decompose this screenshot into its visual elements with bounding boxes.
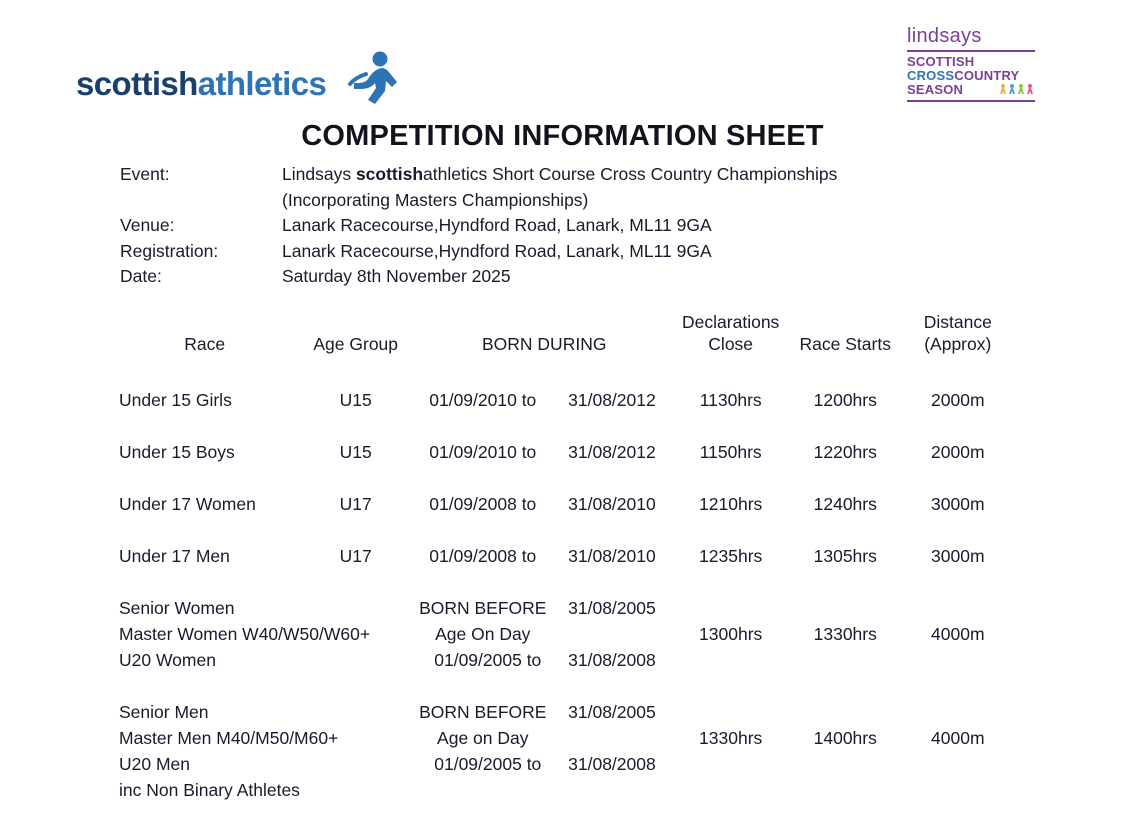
group-men-race-line-2: Master Men M40/M50/M60+ — [119, 728, 339, 748]
scottishathletics-wordmark — [76, 64, 327, 102]
row-born-from: 01/09/2010 to — [429, 442, 537, 462]
group-men-declarations — [673, 699, 788, 803]
race-schedule-table — [113, 310, 1013, 803]
row-race-name: Under 15 Boys — [119, 442, 235, 462]
spacer-cell — [113, 465, 1013, 491]
group-women-start — [788, 595, 903, 673]
row-distance: 2000m — [931, 442, 985, 462]
group-women-race-line-2: Master Women W40/W50/W60+ — [119, 624, 371, 644]
row-start: 1200hrs — [813, 390, 877, 410]
group-women-born-to-line-1: 31/08/2005 — [568, 598, 656, 618]
row-born-from: 01/09/2010 to — [429, 390, 537, 410]
header-race: Race — [184, 334, 226, 354]
group-men-distance-value: 4000m — [931, 728, 985, 748]
row-distance: 3000m — [931, 494, 985, 514]
spacer-row — [113, 673, 1013, 699]
group-women-born-to-lines — [550, 595, 673, 673]
event-value-bold: scottish — [355, 164, 424, 184]
row-declarations: 1130hrs — [699, 390, 762, 410]
row-age-group: U17 — [339, 546, 372, 566]
group-men-race-line-3: U20 Men — [119, 754, 191, 774]
header-distance-line1: Distance — [923, 312, 992, 332]
table-row — [113, 491, 1013, 517]
registration-row — [120, 239, 837, 265]
group-men-race-line-4: inc Non Binary Athletes — [119, 780, 300, 800]
group-men-born-to-line-3: 31/08/2008 — [568, 754, 656, 774]
table-header-row — [113, 310, 1013, 361]
spacer-row — [113, 517, 1013, 543]
row-born-to: 31/08/2012 — [568, 442, 656, 462]
row-age-group: U15 — [339, 442, 372, 462]
event-subtitle: (Incorporating Masters Championships) — [282, 189, 589, 210]
header-distance — [903, 310, 1013, 361]
group-women-distance-value: 4000m — [931, 624, 985, 644]
row-race-name: Under 15 Girls — [119, 390, 232, 410]
group-men-born-to-lines — [550, 699, 673, 803]
group-women-born-to-line-2 — [550, 621, 673, 647]
group-women-born-line-3: 01/09/2005 to — [434, 650, 542, 670]
group-women-born-lines — [415, 595, 550, 673]
header-born-during: BORN DURING — [482, 334, 607, 354]
group-women-start-value: 1330hrs — [813, 624, 877, 644]
venue-value: Lanark Racecourse,Hyndford Road, Lanark, ML11 9GA — [282, 215, 712, 235]
row-start: 1240hrs — [813, 494, 877, 514]
lindsays-logo-box — [907, 50, 1035, 102]
event-label: Event: — [120, 164, 170, 184]
event-details — [120, 162, 837, 290]
group-men-born-line-1: BORN BEFORE — [419, 702, 547, 722]
page-title: COMPETITION INFORMATION SHEET — [301, 120, 824, 152]
spacer-cell — [113, 673, 1013, 699]
spacer-cell — [113, 517, 1013, 543]
row-race-name: Under 17 Women — [119, 494, 256, 514]
row-race-name: Under 17 Men — [119, 546, 230, 566]
row-born-from: 01/09/2008 to — [429, 546, 537, 566]
row-distance: 3000m — [931, 546, 985, 566]
table-row-group-women — [113, 595, 1013, 673]
lindsays-line-season: SEASON — [907, 81, 964, 97]
table-row — [113, 387, 1013, 413]
group-women-born-to-line-3: 31/08/2008 — [568, 650, 656, 670]
group-women-born-line-1: BORN BEFORE — [419, 598, 547, 618]
group-women-race-names — [113, 595, 415, 673]
row-born-from: 01/09/2008 to — [429, 494, 537, 514]
lindsays-line-scottish: SCOTTISH — [907, 54, 975, 69]
lindsays-line-crosscountry — [907, 69, 1035, 83]
row-declarations: 1210hrs — [699, 494, 763, 514]
table-row — [113, 439, 1013, 465]
header-declarations-line1: Declarations — [682, 312, 780, 332]
header-age-group: Age Group — [313, 334, 399, 354]
group-women-race-line-3: U20 Women — [119, 650, 216, 670]
group-women-declarations — [673, 595, 788, 673]
table-row — [113, 543, 1013, 569]
row-start: 1305hrs — [813, 546, 877, 566]
logo-text-scottish: scottish — [76, 64, 198, 102]
venue-row — [120, 213, 837, 239]
table-body — [113, 361, 1013, 803]
group-men-race-line-1: Senior Men — [119, 702, 209, 722]
running-figure-icon — [342, 48, 404, 110]
event-value-post: athletics Short Course Cross Country Championships — [423, 164, 838, 184]
event-value-pre: Lindsays — [282, 164, 356, 184]
group-women-declarations-value: 1300hrs — [699, 624, 763, 644]
runners-icon — [999, 83, 1033, 98]
registration-label: Registration: — [120, 240, 219, 261]
group-men-born-to-line-1: 31/08/2005 — [568, 702, 656, 722]
scottishathletics-logo — [76, 52, 404, 114]
venue-label: Venue: — [120, 215, 175, 235]
date-value: Saturday 8th November 2025 — [282, 266, 511, 286]
date-label: Date: — [120, 266, 162, 286]
group-men-race-names — [113, 699, 415, 803]
row-distance: 2000m — [931, 390, 985, 410]
row-age-group: U17 — [339, 494, 372, 514]
header-declarations-close — [673, 310, 788, 361]
group-men-start — [788, 699, 903, 803]
row-born-to: 31/08/2010 — [568, 494, 656, 514]
group-women-distance — [903, 595, 1013, 673]
date-row — [120, 264, 837, 290]
spacer-cell — [113, 413, 1013, 439]
spacer-row — [113, 413, 1013, 439]
logo-text-athletics: athletics — [197, 64, 327, 102]
group-men-born-lines — [415, 699, 550, 803]
spacer-row — [113, 361, 1013, 387]
lindsays-line-country: COUNTRY — [954, 67, 1020, 83]
spacer-cell — [113, 569, 1013, 595]
row-start: 1220hrs — [813, 442, 877, 462]
group-men-born-to-line-2 — [550, 725, 673, 751]
group-men-born-line-2: Age on Day — [437, 728, 529, 748]
group-men-distance — [903, 699, 1013, 803]
group-women-born-line-2: Age On Day — [435, 624, 531, 644]
group-men-declarations-value: 1330hrs — [699, 728, 763, 748]
row-born-to: 31/08/2010 — [568, 546, 656, 566]
header-race-starts: Race Starts — [799, 334, 891, 354]
lindsays-line-cross: CROSS — [907, 67, 955, 83]
row-age-group: U15 — [339, 390, 372, 410]
group-women-race-line-1: Senior Women — [119, 598, 235, 618]
row-born-to: 31/08/2012 — [568, 390, 656, 410]
spacer-row — [113, 465, 1013, 491]
row-declarations: 1150hrs — [699, 442, 762, 462]
spacer-cell — [113, 361, 1013, 387]
header-declarations-line2: Close — [708, 334, 754, 354]
table-header — [113, 310, 1013, 361]
registration-value: Lanark Racecourse,Hyndford Road, Lanark, ML11 9GA — [282, 240, 712, 261]
group-men-born-line-3: 01/09/2005 to — [434, 754, 542, 774]
row-declarations: 1235hrs — [699, 546, 763, 566]
group-men-start-value: 1400hrs — [813, 728, 877, 748]
lindsays-wordmark: lindsays — [907, 25, 982, 47]
event-value — [282, 162, 837, 188]
lindsays-xc-season-logo — [907, 26, 1035, 102]
event-row — [120, 162, 837, 188]
spacer-row — [113, 569, 1013, 595]
header-distance-line2: (Approx) — [924, 334, 992, 354]
table-row-group-men — [113, 699, 1013, 803]
